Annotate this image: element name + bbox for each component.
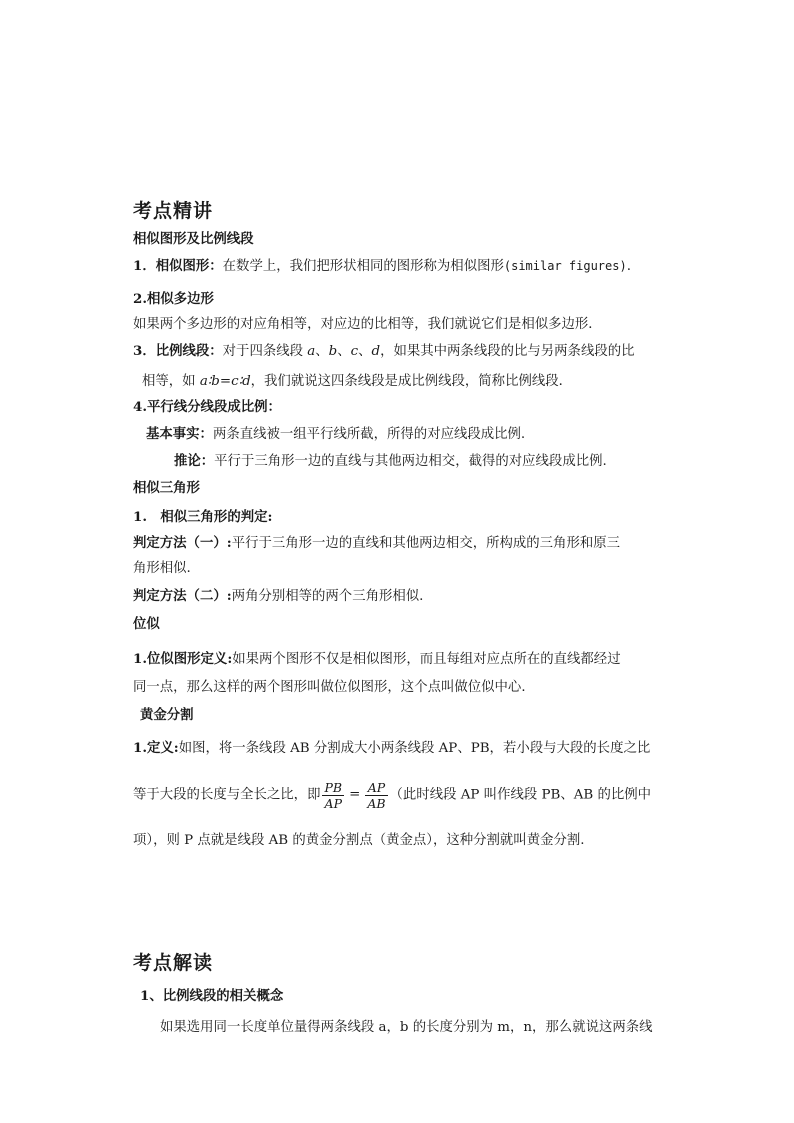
fraction-pb-ap: $\frac{PB}{AP}$ xyxy=(324,779,343,811)
item-similar-polygons-text: 如果两个多边形的对应角相等，对应边的比相等，我们就说它们是相似多边形． xyxy=(133,317,602,332)
item-similar-figures: 1．相似图形：在数学上，我们把形状相同的图形称为相似图形(similar figures). xyxy=(133,258,631,274)
section-title: 考点精讲 xyxy=(133,200,214,222)
fraction-ap-ab: $\frac{AP}{AB}$ xyxy=(367,779,386,811)
subheading-similar-figures: 相似图形及比例线段 xyxy=(133,231,254,247)
golden-definition-formula-line: 等于大段的长度与全长之比，即 $\frac{PB}{AP}$ = $\frac{AP}{AB}$ （此时线段 AP 叫作线段 PB、AB 的比例中 xyxy=(133,779,652,811)
golden-definition-cont: 项），则 P 点就是线段 AB 的黄金分割点（黄金点），这种分割就叫黄金分割. xyxy=(133,833,585,848)
golden-definition: 1.定义:如图，将一条线段 AB 分割成大小两条线段 AP、PB，若小段与大段的长度之比 xyxy=(133,740,651,756)
paragraph-proportional-concepts: 如果选用同一长度单位量得两条线段 a，b 的长度分别为 m，n，那么就说这两条线 xyxy=(160,1020,653,1035)
item-similar-polygons-label: 2.相似多边形 xyxy=(133,291,214,307)
subheading-proportional-concepts: 1、比例线段的相关概念 xyxy=(140,988,284,1004)
method-two: 判定方法（二）:两角分别相等的两个三角形相似. xyxy=(133,588,424,604)
corollary: 推论：平行于三角形一边的直线与其他两边相交，截得的对应线段成比例. xyxy=(174,453,607,469)
item-proportional-segments-cont: 相等，如 a∶b=c∶d，我们就说这四条线段是成比例线段，简称比例线段． xyxy=(142,374,573,389)
item-parallel-lines-label: 4.平行线分线段成比例： xyxy=(133,399,281,415)
method-one-cont: 角形相似. xyxy=(133,561,191,576)
basic-fact: 基本事实：两条直线被一组平行线所截，所得的对应线段成比例. xyxy=(146,426,526,442)
method-one: 判定方法（一）:平行于三角形一边的直线和其他两边相交，所构成的三角形和原三 xyxy=(133,535,621,551)
subheading-golden-section: 黄金分割 xyxy=(140,707,194,723)
section-title-2: 考点解读 xyxy=(133,952,214,974)
subheading-homothety: 位似 xyxy=(133,616,160,632)
subheading-similar-triangles: 相似三角形 xyxy=(133,480,200,496)
homothety-definition-cont: 同一点，那么这样的两个图形叫做位似图形，这个点叫做位似中心． xyxy=(133,680,535,695)
item-triangle-criteria: 1. 相似三角形的判定: xyxy=(133,509,273,525)
item-proportional-segments: 3．比例线段：对于四条线段 a、b、c、d，如果其中两条线段的比与另两条线段的比 xyxy=(133,343,635,359)
homothety-definition: 1.位似图形定义:如果两个图形不仅是相似图形，而且每组对应点所在的直线都经过 xyxy=(133,651,621,667)
